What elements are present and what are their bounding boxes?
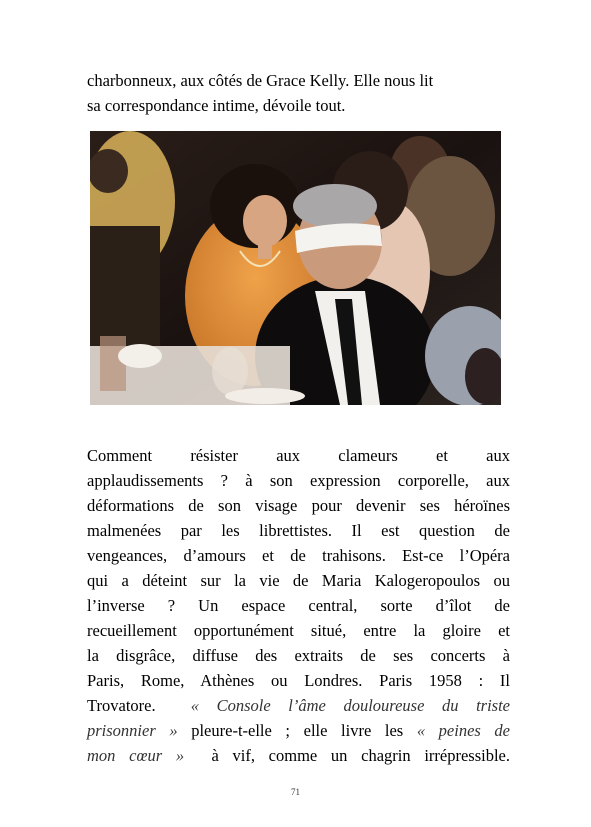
line-11-text: Trovatore. xyxy=(87,696,156,715)
body-line-10: Paris, Rome, Athènes ou Londres. Paris 1958 : Il xyxy=(87,671,510,690)
photo-illustration xyxy=(90,131,501,405)
body-line-12 xyxy=(87,718,510,743)
line-12-text: pleure-t-elle ; elle livre les xyxy=(191,721,404,740)
body-line-6: qui a déteint sur la vie de Maria Kalogeropoulos ou xyxy=(87,571,510,590)
line-12-quote: prisonnier » xyxy=(87,721,178,740)
body-line-3: déformations de son visage pour devenir ses héroïnes xyxy=(87,496,510,515)
body-line-8: recueillement opportunément situé, entre la gloire et xyxy=(87,621,510,640)
top-paragraph xyxy=(87,68,507,118)
page-number: 71 xyxy=(291,787,300,797)
body-line-4: malmenées par les librettistes. Il est question de xyxy=(87,521,510,540)
body-line-11 xyxy=(87,693,510,718)
body-line-2: applaudissements ? à son expression corporelle, aux xyxy=(87,471,510,490)
body-line-5: vengeances, d’amours et de trahisons. Est-ce l’Opéra xyxy=(87,546,510,565)
body-line-13 xyxy=(87,743,510,768)
body-line-1: Comment résister aux clameurs et aux xyxy=(87,446,510,465)
body-line-9: la disgrâce, diffuse des extraits de ses concerts à xyxy=(87,646,510,665)
line-13-quote: mon cœur » xyxy=(87,746,185,765)
photograph-dinner-scene xyxy=(90,131,501,405)
top-paragraph-line-2: sa correspondance intime, dévoile tout. xyxy=(87,96,346,115)
body-paragraph xyxy=(87,443,510,768)
line-11-quote: « Console l’âme douloureuse du triste xyxy=(190,696,510,715)
top-paragraph-line-1: charbonneux, aux côtés de Grace Kelly. Elle nous lit xyxy=(87,71,434,90)
body-line-7: l’inverse ? Un espace central, sorte d’îlot de xyxy=(87,596,510,615)
line-13-text: à vif, comme un chagrin irrépressible. xyxy=(211,746,510,765)
line-12-quote-b: « peines de xyxy=(416,721,510,740)
